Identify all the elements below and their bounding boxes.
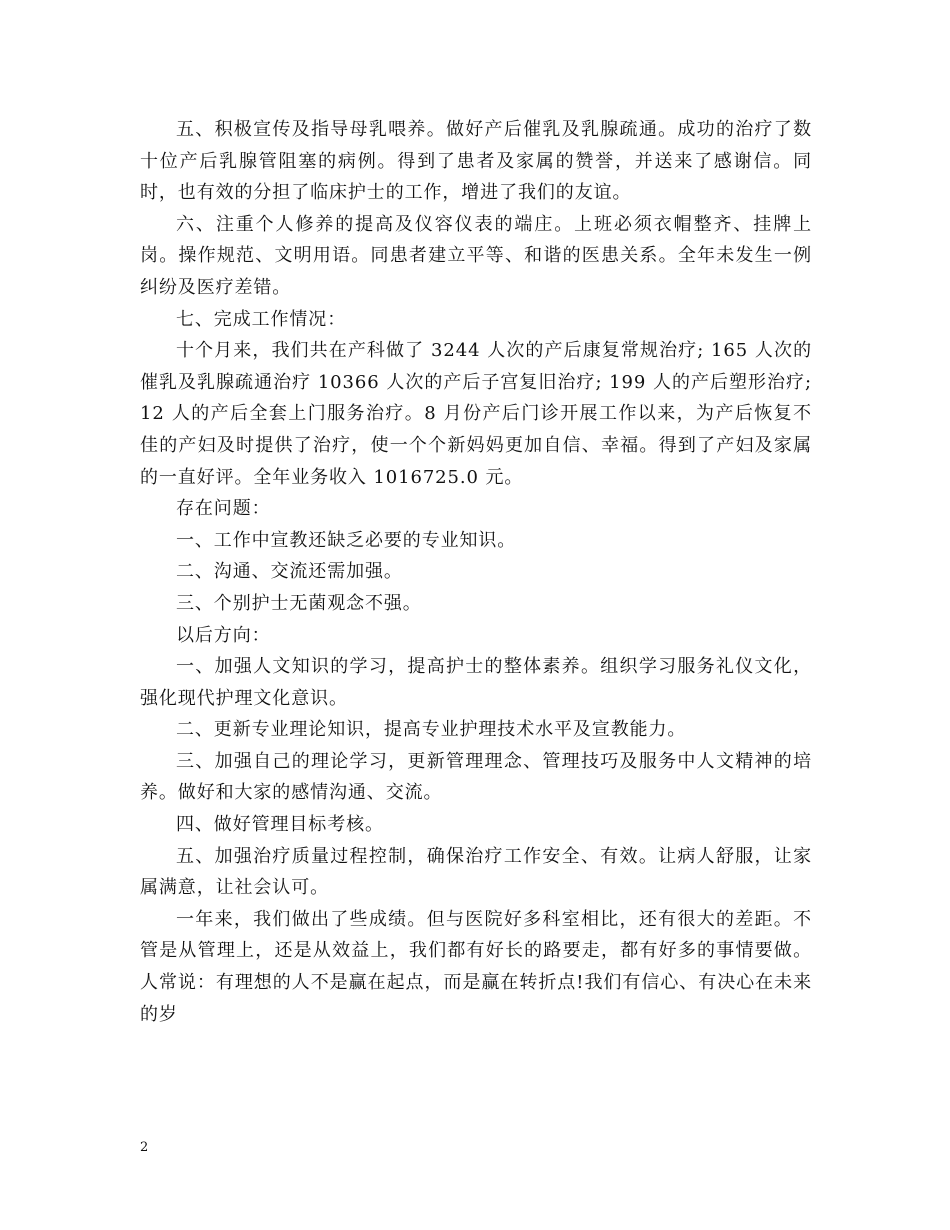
paragraph-direction-5: 五、加强治疗质量过程控制，确保治疗工作安全、有效。让病人舒服，让家属满意，让社会认可。 — [140, 845, 812, 899]
paragraph-direction-2: 二、更新专业理论知识，提高专业护理技术水平及宣教能力。 — [176, 719, 687, 741]
document-body — [140, 114, 812, 1030]
paragraph-personal-conduct: 六、注重个人修养的提高及仪容仪表的端庄。上班必须衣帽整齐、挂牌上岗。操作规范、文明用语。同患者建立平等、和谐的医患关系。全年未发生一例纠纷及医疗差错。 — [140, 213, 812, 298]
paragraph-direction-1: 一、加强人文知识的学习，提高护士的整体素养。组织学习服务礼仪文化，强化现代护理文化意识。 — [140, 656, 812, 709]
paragraph-direction-heading: 以后方向： — [176, 624, 271, 646]
paragraph-direction-3: 三、加强自己的理论学习，更新管理理念、管理技巧及服务中人文精神的培养。做好和大家的感情沟通、交流。 — [140, 750, 812, 804]
paragraph-breastfeeding: 五、积极宣传及指导母乳喂养。做好产后催乳及乳腺疏通。成功的治疗了数十位产后乳腺管阻塞的病例。得到了患者及家属的赞誉，并送来了感谢信。同时，也有效的分担了临床护士的工作，增进了我们的友谊。 — [140, 119, 812, 204]
paragraph-work-stats: 十个月来，我们共在产科做了 3244 人次的产后康复常规治疗; 165 人次的催乳及乳腺疏通治疗 10366 人次的产后子宫复旧治疗; 199 人的产后塑形治疗; 12 人的产后全套上门服务治疗。8 月份产后门诊开展工作以来，为产后恢复不佳的产妇及时提供了治疗，使一个个新妈妈更加自信、幸福。得到了产妇及家属的一直好评。全年业务收入 1016725.0 元。 — [140, 340, 812, 488]
paragraph-work-heading: 七、完成工作情况： — [176, 308, 347, 330]
paragraph-problem-1: 一、工作中宣教还缺乏必要的专业知识。 — [176, 529, 517, 551]
paragraph-problems-heading: 存在问题： — [176, 498, 271, 520]
paragraph-problem-3: 三、个别护士无菌观念不强。 — [176, 592, 422, 614]
paragraph-direction-4: 四、做好管理目标考核。 — [176, 814, 384, 836]
page-number: 2 — [140, 1140, 149, 1155]
paragraph-problem-2: 二、沟通、交流还需加强。 — [176, 561, 403, 583]
paragraph-conclusion: 一年来，我们做出了些成绩。但与医院好多科室相比，还有很大的差距。不管是从管理上，还是从效益上，我们都有好长的路要走，都有好多的事情要做。人常说：有理想的人不是赢在起点，而是赢在转折点!我们有信心、有决心在未来的岁 — [140, 908, 812, 1025]
